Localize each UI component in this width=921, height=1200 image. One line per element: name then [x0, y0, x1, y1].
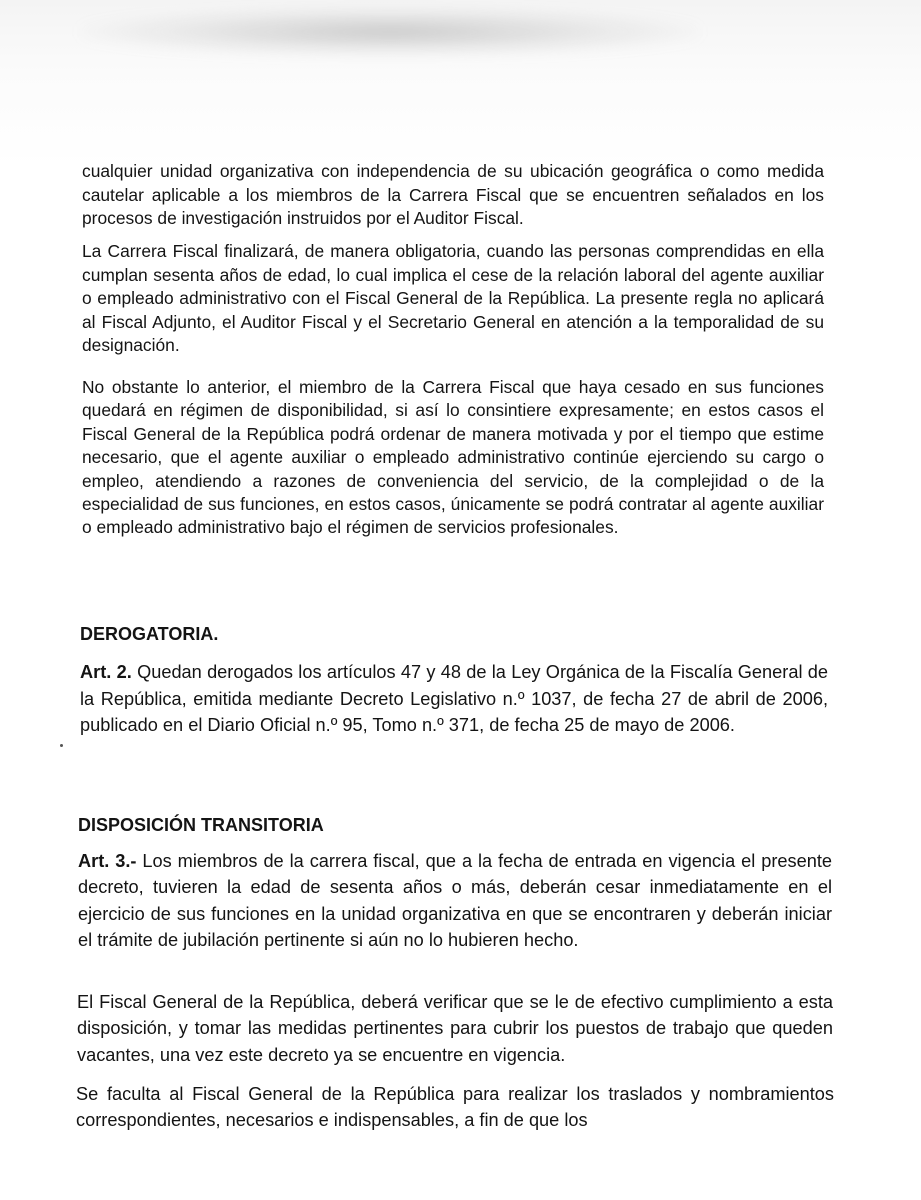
scan-smudge — [80, 8, 700, 56]
article-3-label: Art. 3.- — [78, 851, 137, 871]
article-2 — [80, 659, 828, 739]
paragraph-3: No obstante lo anterior, el miembro de la Carrera Fiscal que haya cesado en sus funciones quedará en régimen de disponibilidad, si así lo consintiere expresamente; en estos casos el Fiscal General de la República podrá ordenar de manera motivada y por el tiempo que estime necesario, que el agente auxiliar o empleado administrativo continúe ejerciendo su cargo o empleo, atendiendo a razones de conveniencia del servicio, de la complejidad o de la especialidad de sus funciones, en estos casos, únicamente se podrá contratar al agente auxiliar o empleado administrativo bajo el régimen de servicios profesionales. — [82, 377, 824, 538]
scan-speck — [60, 744, 63, 747]
article-2-label: Art. 2. — [80, 662, 132, 682]
paragraph-6: El Fiscal General de la República, deberá verificar que se le de efectivo cumplimiento a esta disposición, y tomar las medidas pertinentes para cubrir los puestos de trabajo que queden vacantes, una vez este decreto ya se encuentre en vigencia. — [77, 992, 833, 1065]
article-2-text: Quedan derogados los artículos 47 y 48 de la Ley Orgánica de la Fiscalía General de la República, emitida mediante Decreto Legislativo n.º 1037, de fecha 27 de abril de 2006, publicado en el Diario Oficial n.º 95, Tomo n.º 371, de fecha 25 de mayo de 2006. — [80, 662, 828, 735]
heading-derogatoria: DEROGATORIA. — [80, 624, 219, 644]
paragraph-1: cualquier unidad organizativa con independencia de su ubicación geográfica o como medida cautelar aplicable a los miembros de la Carrera Fiscal que se encuentren señalados en los procesos de investigación instruidos por el Auditor Fiscal. — [82, 161, 824, 228]
paragraph-7: Se faculta al Fiscal General de la República para realizar los traslados y nombramientos correspondientes, necesarios e indispensables, a fin de que los — [76, 1084, 834, 1131]
paragraph-2: La Carrera Fiscal finalizará, de manera obligatoria, cuando las personas comprendidas en ella cumplan sesenta años de edad, lo cual implica el cese de la relación laboral del agente auxiliar o empleado administrativo con el Fiscal General de la República. La presente regla no aplicará al Fiscal Adjunto, el Auditor Fiscal y el Secretario General en atención a la temporalidad de su designación. — [82, 241, 824, 356]
article-3-text: Los miembros de la carrera fiscal, que a la fecha de entrada en vigencia el presente decreto, tuvieren la edad de sesenta años o más, deberán cesar inmediatamente en el ejercicio de sus funciones en la unidad organizativa en que se encontraren y deberán iniciar el trámite de jubilación pertinente si aún no lo hubieren hecho. — [78, 851, 832, 951]
heading-disposicion-transitoria: DISPOSICIÓN TRANSITORIA — [78, 815, 324, 835]
article-3 — [78, 848, 832, 954]
